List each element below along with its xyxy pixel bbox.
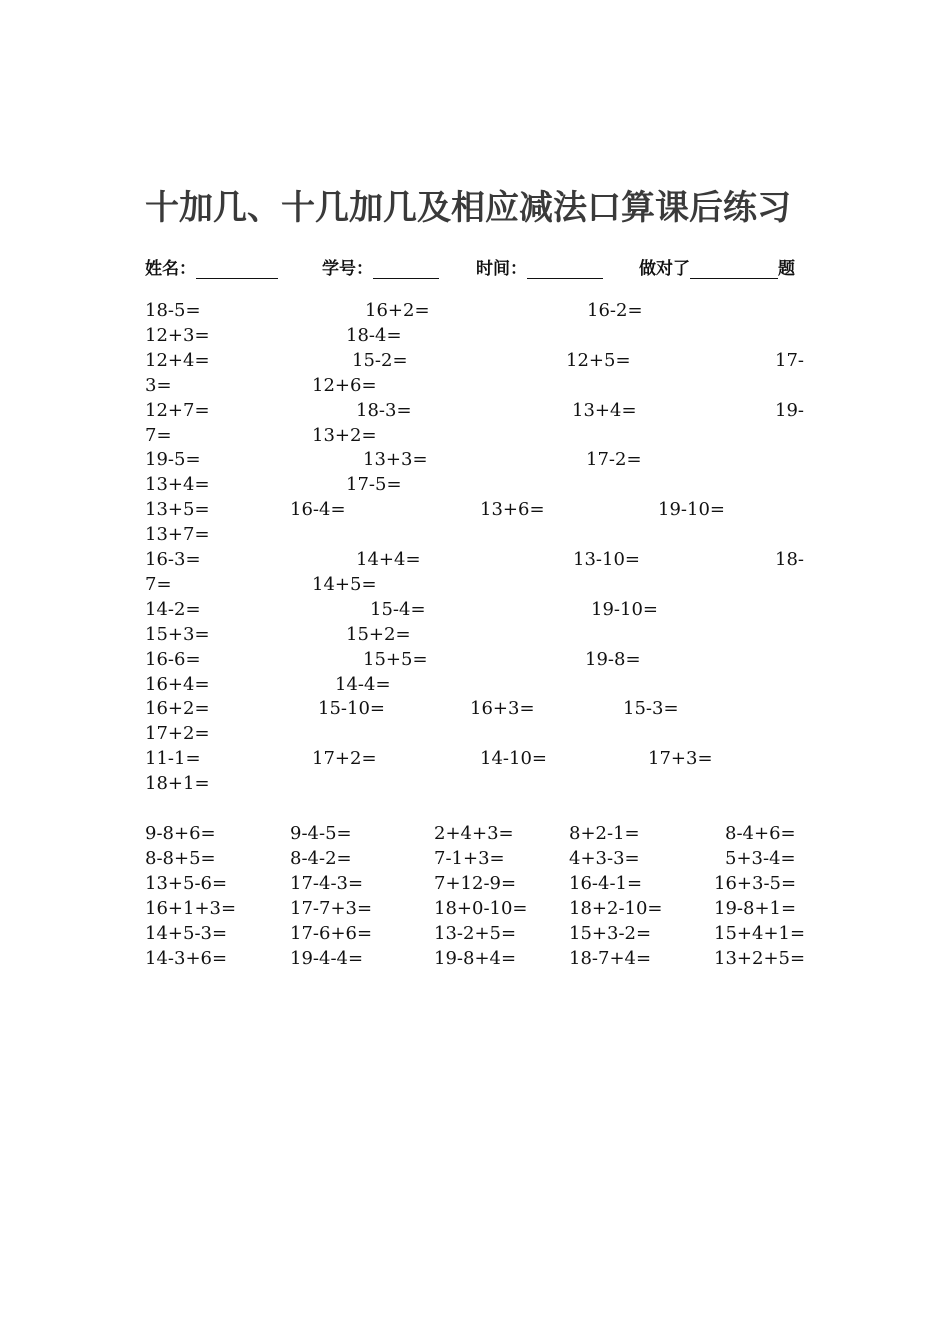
problem-item: 9-4-5=	[290, 823, 352, 844]
problem-item: 16-4-1=	[569, 873, 643, 894]
problem-item: 15+3=	[145, 623, 210, 645]
problem-item: 19-	[775, 399, 804, 421]
problem-item: 7=	[145, 424, 172, 446]
problem-item: 18-4=	[346, 324, 402, 346]
problem-item: 18-7+4=	[569, 948, 652, 969]
problem-item: 16-2=	[587, 300, 643, 321]
problem-item: 13+5-6=	[145, 873, 228, 894]
problem-item: 15+2=	[346, 623, 411, 645]
problem-item: 15+4+1=	[714, 923, 806, 944]
problem-item: 8-4-2=	[290, 848, 352, 869]
problem-item: 8-8+5=	[145, 848, 216, 869]
problem-item: 17-6+6=	[290, 923, 373, 944]
problem-item: 7+12-9=	[434, 873, 517, 894]
problem-item: 16+2=	[365, 300, 430, 321]
problem-item: 7=	[145, 573, 172, 595]
problem-item: 18+1=	[145, 773, 210, 795]
problem-item: 14-3+6=	[145, 948, 228, 969]
problem-item: 9-8+6=	[145, 823, 216, 844]
problem-item: 16-3=	[145, 549, 201, 570]
problem-item: 3=	[145, 374, 172, 396]
problem-item: 15+3-2=	[569, 923, 652, 944]
problem-item: 18-5=	[145, 300, 201, 321]
problem-item: 8+2-1=	[569, 823, 640, 844]
problem-item: 12+3=	[145, 324, 210, 346]
problem-item: 13+2=	[312, 424, 377, 446]
problem-item: 13+7=	[145, 524, 210, 546]
problem-item: 13+5=	[145, 499, 210, 521]
name-blank[interactable]	[196, 260, 278, 279]
problem-item: 17+3=	[648, 748, 713, 770]
problem-item: 13+4=	[572, 399, 637, 421]
problem-item: 13+6=	[480, 499, 545, 521]
id-field-label: 学号：	[322, 254, 439, 279]
problem-item: 12+6=	[312, 374, 377, 396]
problem-item: 13+3=	[363, 449, 428, 471]
problem-item: 17-5=	[346, 474, 402, 496]
problem-item: 13-2+5=	[434, 923, 517, 944]
problem-item: 18-3=	[356, 399, 412, 421]
page-title: 十加几、十几加几及相应减法口算课后练习	[145, 188, 791, 228]
problem-item: 17+2=	[312, 748, 377, 770]
problem-item: 16+1+3=	[145, 898, 237, 919]
name-field-label: 姓名：	[145, 254, 278, 279]
problem-item: 15-10=	[318, 698, 385, 720]
problem-item: 17-	[775, 349, 804, 371]
problem-item: 16+3-5=	[714, 873, 797, 894]
problem-item: 13+2+5=	[714, 948, 806, 969]
problem-item: 19-4-4=	[290, 948, 364, 969]
problem-item: 12+7=	[145, 399, 210, 421]
time-blank[interactable]	[527, 260, 603, 279]
problem-item: 7-1+3=	[434, 848, 505, 869]
problem-item: 4+3-3=	[569, 848, 640, 869]
problem-item: 16+2=	[145, 698, 210, 720]
problem-item: 18+0-10=	[434, 898, 528, 919]
problem-item: 17-4-3=	[290, 873, 364, 894]
problem-item: 16-6=	[145, 648, 201, 670]
problem-item: 14-2=	[145, 598, 201, 620]
correct-count-label: 做对了 题	[639, 259, 795, 279]
problem-item: 14-4=	[335, 673, 391, 695]
problem-item: 16+3=	[470, 698, 535, 720]
problem-item: 15+5=	[363, 648, 428, 670]
problem-item: 14+5=	[312, 573, 377, 595]
problem-item: 8-4+6=	[725, 823, 796, 844]
problem-item: 19-8+4=	[434, 948, 517, 969]
problem-item: 17+2=	[145, 723, 210, 745]
problem-item: 12+4=	[145, 349, 210, 371]
problem-item: 16+4=	[145, 673, 210, 695]
problem-item: 13-10=	[573, 549, 640, 570]
problem-item: 19-8+1=	[714, 898, 797, 919]
correct-count-blank[interactable]	[690, 260, 778, 279]
id-blank[interactable]	[373, 260, 439, 279]
problem-item: 15-4=	[370, 598, 426, 620]
problem-item: 11-1=	[145, 748, 201, 770]
problem-item: 18+2-10=	[569, 898, 663, 919]
problem-item: 19-10=	[658, 499, 725, 521]
problem-item: 19-10=	[591, 598, 658, 620]
problem-item: 19-5=	[145, 449, 201, 471]
problem-item: 14+4=	[356, 549, 421, 570]
problem-item: 15-2=	[352, 349, 408, 371]
problem-item: 13+4=	[145, 474, 210, 496]
problem-item: 16-4=	[290, 499, 346, 521]
problem-item: 17-2=	[586, 449, 642, 471]
problem-item: 19-8=	[585, 648, 641, 670]
problem-item: 5+3-4=	[725, 848, 796, 869]
problem-item: 15-3=	[623, 698, 679, 720]
problem-item: 14+5-3=	[145, 923, 228, 944]
time-field-label: 时间：	[476, 254, 603, 279]
problem-item: 2+4+3=	[434, 823, 514, 844]
problem-item: 14-10=	[480, 748, 547, 770]
problem-item: 18-	[775, 549, 804, 570]
problem-item: 12+5=	[566, 349, 631, 371]
problem-item: 17-7+3=	[290, 898, 373, 919]
